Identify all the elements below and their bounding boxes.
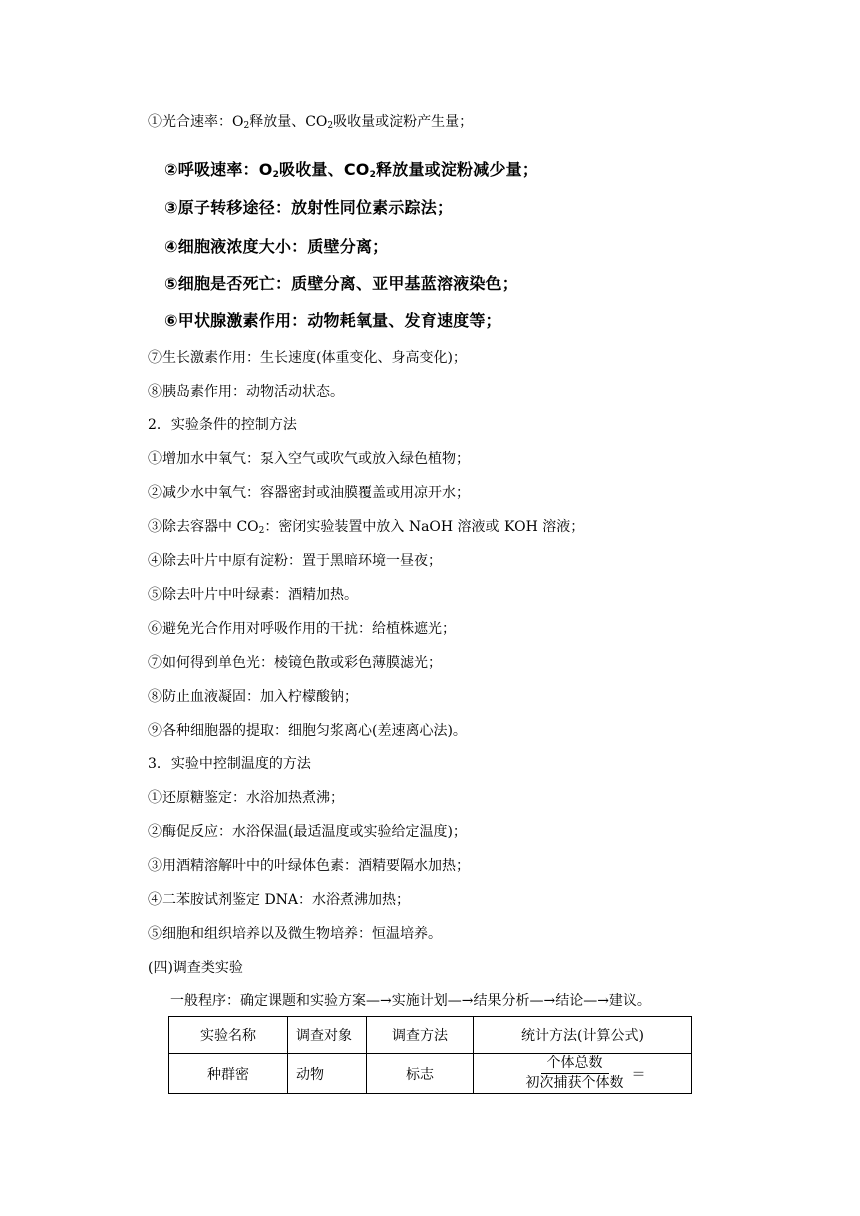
heading-temperature: 3．实验中控制温度的方法 xyxy=(148,756,311,772)
formula-fraction xyxy=(520,1055,646,1092)
line-avoid-interference: ⑥避免光合作用对呼吸作用的干扰：给植株遮光； xyxy=(148,621,456,637)
line-thyroid-hormone: ⑥甲状腺激素作用：动物耗氧量、发育速度等； xyxy=(164,311,502,330)
table-cell: 动物 xyxy=(288,1054,367,1094)
line-procedure: 一般程序：确定课题和实验方案—→实施计划—→结果分析—→结论—→建议。 xyxy=(170,993,651,1009)
survey-table xyxy=(168,1016,692,1094)
line-atom-transfer: ③原子转移途径：放射性同位素示踪法； xyxy=(164,198,454,217)
line-remove-co2: ③除去容器中 $CO_2$：密闭实验装置中放入 NaOH 溶液或 KOH 溶液； xyxy=(148,519,585,536)
table-header-cell: 调查方法 xyxy=(367,1017,474,1054)
table-cell-formula xyxy=(474,1054,692,1094)
line-decrease-oxygen: ②减少水中氧气：容器密封或油膜覆盖或用凉开水； xyxy=(148,485,470,501)
table-header-cell: 实验名称 xyxy=(169,1017,288,1054)
line-increase-oxygen: ①增加水中氧气：泵入空气或吹气或放入绿色植物； xyxy=(148,451,470,467)
line-enzyme-reaction: ②酶促反应：水浴保温(最适温度或实验给定温度)； xyxy=(148,824,467,840)
line-cell-sap: ④细胞液浓度大小：质壁分离； xyxy=(164,237,389,256)
line-monochrome-light: ⑦如何得到单色光：棱镜色散或彩色薄膜滤光； xyxy=(148,655,442,671)
line-organelle-extraction: ⑨各种细胞器的提取：细胞匀浆离心(差速离心法)。 xyxy=(148,723,467,739)
table-row xyxy=(169,1054,692,1094)
line-anticoagulant: ⑧防止血液凝固：加入柠檬酸钠； xyxy=(148,689,358,705)
line-photosynthesis-rate: ①光合速率：$O_2$释放量、$CO_2$吸收量或淀粉产生量； xyxy=(148,114,474,131)
line-cell-death: ⑤细胞是否死亡：质壁分离、亚甲基蓝溶液染色； xyxy=(164,274,518,293)
heading-conditions: 2．实验条件的控制方法 xyxy=(148,417,297,433)
line-insulin: ⑧胰岛素作用：动物活动状态。 xyxy=(148,384,344,400)
table-header-cell: 统计方法(计算公式) xyxy=(474,1017,692,1054)
table-cell: 种群密 xyxy=(169,1054,288,1094)
formula-denominator: 初次捕获个体数 xyxy=(525,1075,624,1091)
table-cell: 标志 xyxy=(367,1054,474,1094)
line-culture: ⑤细胞和组织培养以及微生物培养：恒温培养。 xyxy=(148,926,442,942)
formula-numerator: 个体总数 xyxy=(541,1055,609,1074)
formula-equals: ＝ xyxy=(631,1066,646,1083)
line-dna-test: ④二苯胺试剂鉴定 DNA：水浴煮沸加热； xyxy=(148,892,411,908)
line-respiration-rate: ②呼吸速率：$O_2$吸收量、$CO_2$释放量或淀粉减少量； xyxy=(164,160,539,180)
table-header-row xyxy=(169,1017,692,1054)
line-remove-starch: ④除去叶片中原有淀粉：置于黑暗环境一昼夜； xyxy=(148,553,442,569)
line-remove-chlorophyll: ⑤除去叶片中叶绿素：酒精加热。 xyxy=(148,587,358,603)
line-reducing-sugar: ①还原糖鉴定：水浴加热煮沸； xyxy=(148,790,344,806)
line-chlorophyll-dissolve: ③用酒精溶解叶中的叶绿体色素：酒精要隔水加热； xyxy=(148,858,470,874)
heading-survey: (四)调查类实验 xyxy=(148,960,243,976)
table-header-cell: 调查对象 xyxy=(288,1017,367,1054)
line-growth-hormone: ⑦生长激素作用：生长速度(体重变化、身高变化)； xyxy=(148,350,467,366)
